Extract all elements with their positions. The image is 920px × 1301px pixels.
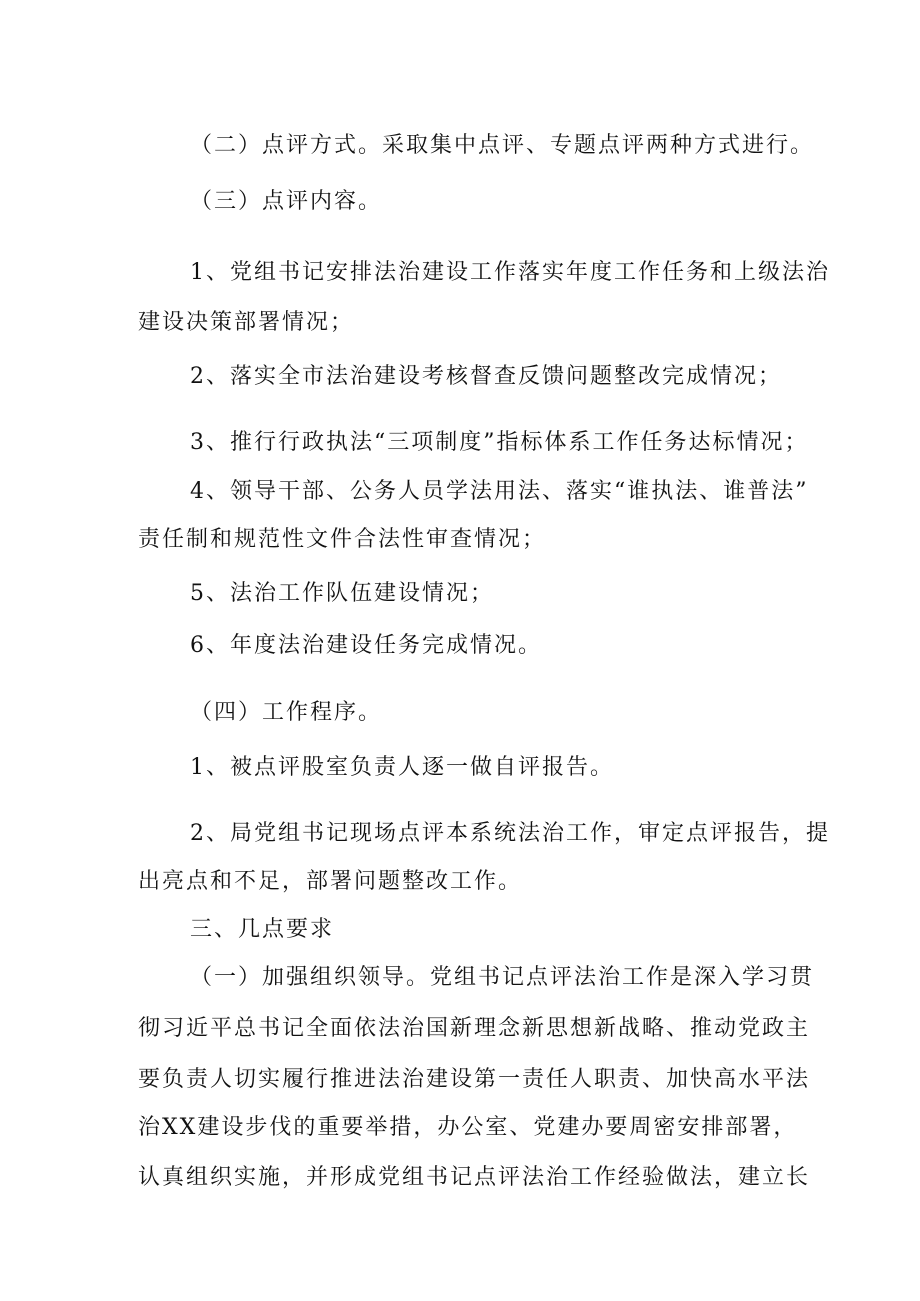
paragraph-requirement-1-line-1: （一）加强组织领导。党组书记点评法治工作是深入学习贯 (190, 965, 815, 990)
paragraph-item-4-line-2: 责任制和规范性文件合法性审查情况； (138, 527, 547, 552)
paragraph-item-1-line-2: 建设决策部署情况； (138, 310, 355, 335)
section-heading-requirements: 三、几点要求 (190, 917, 335, 942)
paragraph-work-procedure-heading: （四）工作程序。 (190, 700, 383, 725)
paragraph-requirement-1-line-3: 要负责人切实履行推进法治建设第一责任人职责、加快高水平法 (138, 1067, 811, 1092)
paragraph-procedure-2-line-2: 出亮点和不足，部署问题整改工作。 (138, 869, 523, 894)
paragraph-requirement-1-line-5: 认真组织实施，并形成党组书记点评法治工作经验做法，建立长 (138, 1165, 811, 1190)
paragraph-item-3: 3、推行行政执法“三项制度”指标体系工作任务达标情况； (190, 430, 809, 455)
paragraph-item-6: 6、年度法治建设任务完成情况。 (190, 633, 542, 658)
paragraph-requirement-1-line-4: 治XX建设步伐的重要举措，办公室、党建办要周密安排部署， (138, 1115, 798, 1140)
paragraph-item-4-line-1: 4、领导干部、公务人员学法用法、落实“谁执法、谁普法” (190, 479, 809, 504)
paragraph-requirement-1-line-2: 彻习近平总书记全面依法治国新理念新思想新战略、推动党政主 (138, 1016, 811, 1041)
paragraph-review-method: （二）点评方式。采取集中点评、专题点评两种方式进行。 (190, 133, 815, 158)
paragraph-item-2: 2、落实全市法治建设考核督查反馈问题整改完成情况； (190, 364, 782, 389)
paragraph-procedure-1: 1、被点评股室负责人逐一做自评报告。 (190, 755, 614, 780)
paragraph-item-5: 5、法治工作队伍建设情况； (190, 581, 494, 606)
paragraph-procedure-2-line-1: 2、局党组书记现场点评本系统法治工作，审定点评报告，提 (190, 821, 830, 846)
paragraph-item-1-line-1: 1、党组书记安排法治建设工作落实年度工作任务和上级法治 (190, 260, 830, 285)
paragraph-review-content-heading: （三）点评内容。 (190, 189, 383, 214)
